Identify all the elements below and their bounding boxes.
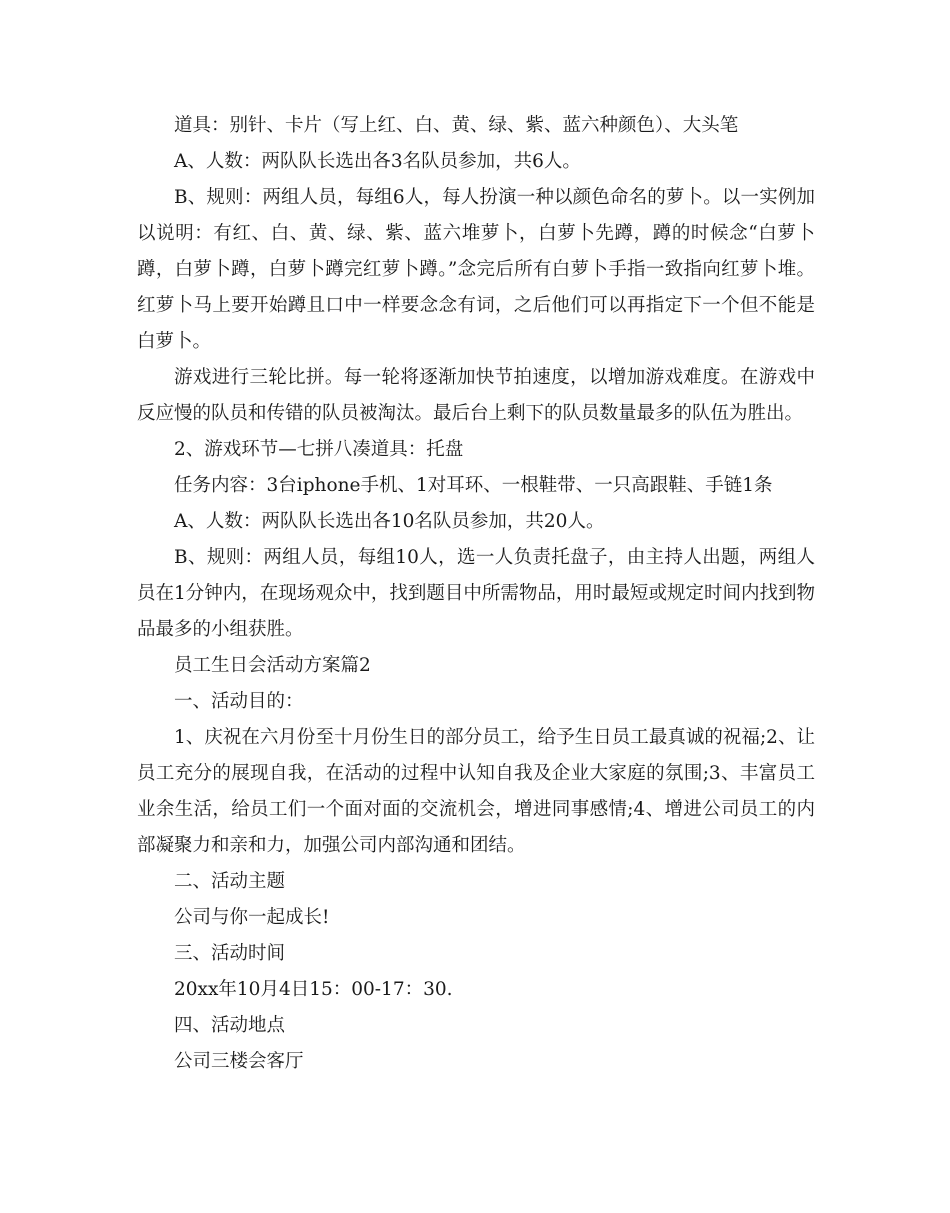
location-heading: 四、活动地点	[174, 1015, 286, 1036]
rounds-paragraph: 游戏进行三轮比拼。每一轮将逐渐加快节拍速度，以增加游戏难度。在游戏中反应慢的队员和传错的队员被淘汰。最后台上剩下的队员数量最多的队伍为胜出。	[137, 367, 815, 424]
props-paragraph: 道具：别针、卡片（写上红、白、黄、绿、紫、蓝六种颜色）、大头笔	[174, 115, 739, 136]
document-body	[137, 108, 815, 1080]
game-section-heading: 2、游戏环节—七拼八凑道具：托盘	[174, 439, 464, 460]
section-title: 员工生日会活动方案篇2	[174, 655, 371, 676]
rules-paragraph: B、规则：两组人员，每组6人，每人扮演一种以颜色命名的萝卜。以一实例加以说明：有红、白、黄、绿、紫、蓝六堆萝卜，白萝卜先蹲，蹲的时候念“白萝卜蹲，白萝卜蹲，白萝卜蹲完红萝卜蹲。”念完后所有白萝卜手指一致指向红萝卜堆。红萝卜马上要开始蹲且口中一样要念念有词，之后他们可以再指定下一个但不能是白萝卜。	[137, 187, 815, 352]
headcount-paragraph: A、人数：两队队长选出各3名队员参加，共6人。	[174, 151, 581, 172]
purpose-heading: 一、活动目的：	[174, 691, 304, 712]
location-text: 公司三楼会客厅	[174, 1051, 304, 1072]
time-text: 20xx年10月4日15：00-17：30.	[174, 979, 453, 1000]
rules-paragraph-2: B、规则：两组人员，每组10人，选一人负责托盘子，由主持人出题，两组人员在1分钟内，在现场观众中，找到题目中所需物品，用时最短或规定时间内找到物品最多的小组获胜。	[137, 547, 815, 640]
headcount-paragraph-2: A、人数：两队队长选出各10名队员参加，共20人。	[174, 511, 605, 532]
time-heading: 三、活动时间	[174, 943, 286, 964]
purpose-paragraph: 1、庆祝在六月份至十月份生日的部分员工，给予生日员工最真诚的祝福;2、让员工充分的展现自我，在活动的过程中认知自我及企业大家庭的氛围;3、丰富员工业余生活，给员工们一个面对面的交流机会，增进同事感情;4、增进公司员工的内部凝聚力和亲和力，加强公司内部沟通和团结。	[137, 727, 815, 856]
task-paragraph: 任务内容：3台iphone手机、1对耳环、一根鞋带、一只高跟鞋、手链1条	[174, 475, 773, 496]
theme-text: 公司与你一起成长!	[174, 907, 330, 928]
theme-heading: 二、活动主题	[174, 871, 286, 892]
